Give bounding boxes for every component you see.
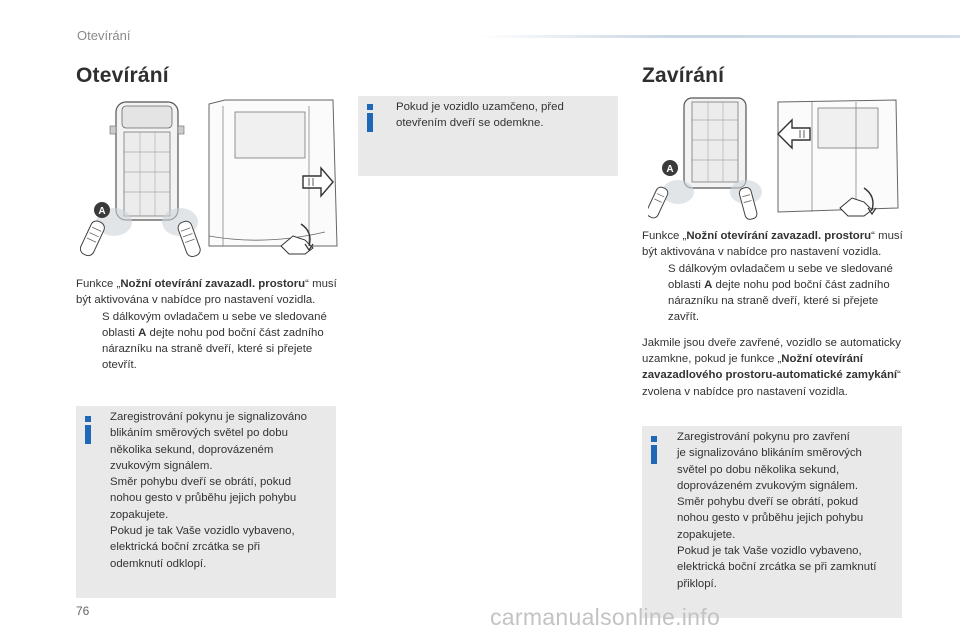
left-info-text: Zaregistrování pokynu je signalizováno blikáním směrových světel po dobu několika sekund, doprovázeném zvukovým signálem. Směr pohybu dveří se obrátí, pokud nohou gesto v průběhu jejich pohybu zopakujete. Pokud je tak Vaše vozidlo vybaveno, elektrická boční zrcátka se při odemknutí odklopí. [110, 411, 307, 570]
middle-info-box [358, 96, 618, 176]
left-paragraph-activation: Funkce „Nožní otevírání zavazadl. prostoru“ musí být aktivována v nabídce pro nastavení vozidla. [76, 278, 337, 307]
sliding-door-open-illustration [205, 96, 340, 266]
van-top-view-illustration [80, 96, 205, 266]
middle-info-text: Pokud je vozidlo uzamčeno, před otevřením dveří se odemkne. [396, 101, 564, 130]
running-header: Otevírání [77, 28, 131, 43]
right-info-box [642, 426, 902, 618]
left-info-box [76, 406, 336, 598]
header-rule [478, 35, 960, 38]
right-paragraph-activation: Funkce „Nožní otevírání zavazadl. prostoru“ musí být aktivována v nabídce pro nastavení vozidla. [642, 230, 903, 259]
right-bullet-step: S dálkovým ovladačem u sebe ve sledované oblasti A dejte nohu pod boční část zadního nárazníku na straně dveří, které si přejete zavřít. [668, 262, 893, 324]
right-instructions [642, 228, 906, 400]
section-title-closing: Zavírání [642, 64, 725, 87]
right-paragraph-autolock: Jakmile jsou dveře zavřené, vozidlo se automaticky uzamkne, pokud je funkce „Nožní otevírání zavazadlového prostoru-automatické zamykání“ zvolena v nabídce pro nastavení vozidla. [642, 336, 901, 398]
left-instructions [76, 276, 338, 374]
zone-a-label: A [98, 206, 106, 217]
sliding-door-close-illustration [772, 96, 902, 226]
zone-a-label: A [666, 164, 674, 175]
right-info-text: Zaregistrování pokynu pro zavření je signalizováno blikáním směrových světel po dobu několika sekund, doprovázeném zvukovým signálem. Směr pohybu dveří se obrátí, pokud nohou gesto v průběhu jejich pohybu zopakujete. Pokud je tak Vaše vozidlo vybaveno, elektrická boční zrcátka se při zamknutí přiklopí. [677, 431, 877, 590]
page-number: 76 [76, 604, 90, 618]
section-title-opening: Otevírání [76, 64, 169, 87]
van-top-view-illustration-closing [648, 96, 773, 228]
left-bullet-step: S dálkovým ovladačem u sebe ve sledované oblasti A dejte nohu pod boční část zadního nárazníku na straně dveří, které si přejete otevřít. [102, 310, 327, 372]
watermark: carmanualsonline.info [490, 604, 721, 630]
info-icon [651, 436, 657, 464]
info-icon [85, 416, 91, 444]
info-icon [367, 104, 373, 132]
